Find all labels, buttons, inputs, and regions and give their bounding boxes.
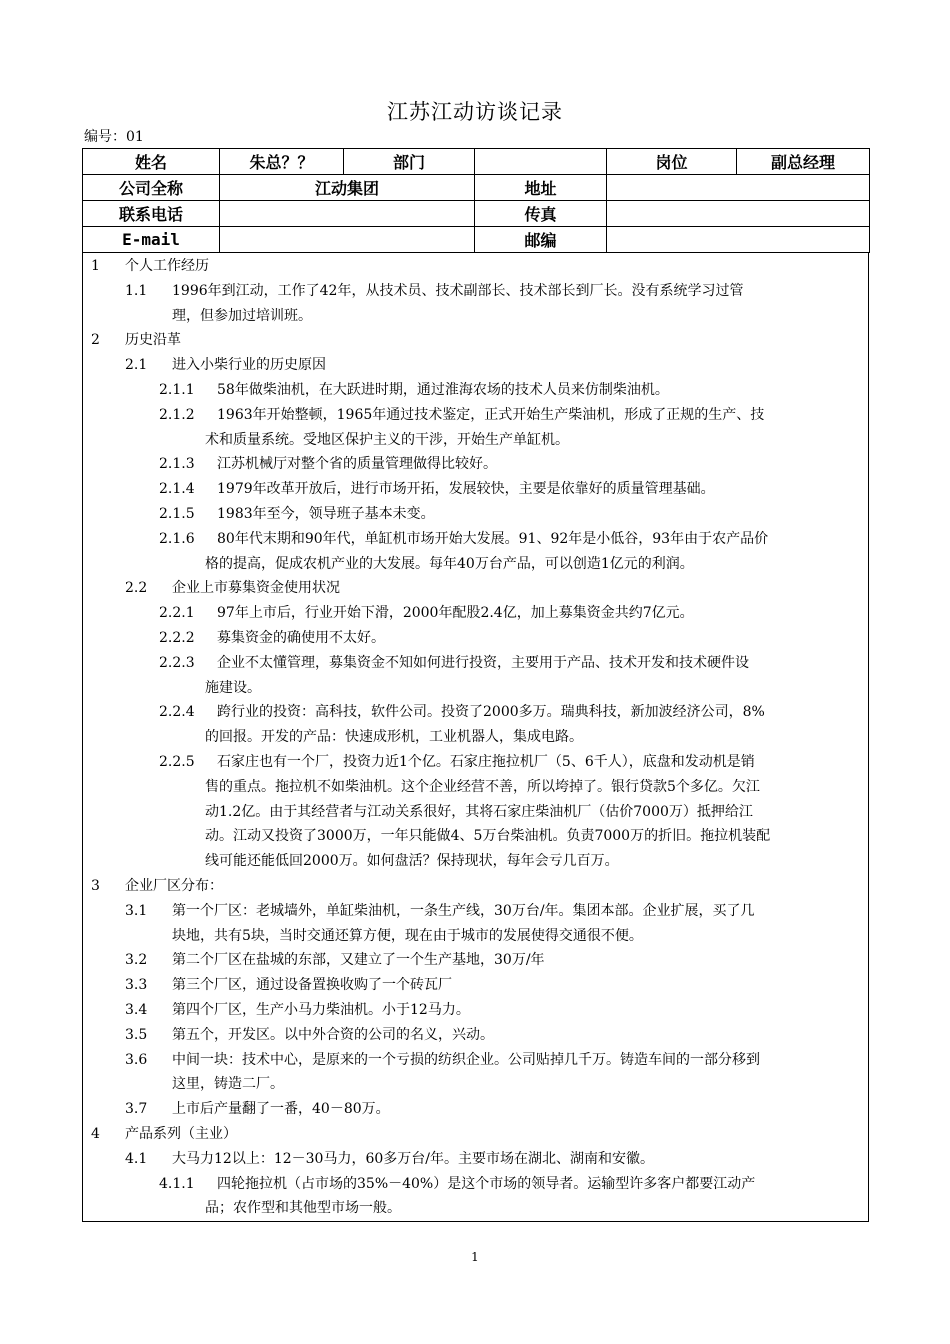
section-number: 2.2 [125, 580, 148, 597]
dept-value [475, 149, 607, 175]
body-line: 这里，铸造二厂。 [172, 1076, 284, 1093]
section-number: 3.5 [125, 1026, 148, 1043]
page-title: 江苏江动访谈记录 [387, 100, 563, 124]
body-line: 售的重点。拖拉机不如柴油机。这个企业经营不善，所以垮掉了。银行贷款5个多亿。欠江 [205, 778, 760, 795]
body-line: 1979年改革开放后，进行市场开拓，发展较快，主要是依靠好的质量管理基础。 [217, 481, 715, 498]
section-number: 3.1 [125, 902, 148, 919]
section-number: 3.2 [125, 952, 148, 969]
body-line: 动1.2亿。由于其经营者与江动关系很好，其将石家庄柴油机厂（估价7000万）抵押给江 [205, 803, 753, 820]
company-label: 公司全称 [83, 175, 220, 201]
section-number: 3.4 [125, 1002, 148, 1018]
body-line: 品；农作型和其他型市场一般。 [205, 1200, 401, 1217]
section-number: 2.1.6 [159, 530, 195, 547]
body-line: 理，但参加过培训班。 [172, 307, 312, 324]
body-line: 1963年开始整顿，1965年通过技术鉴定，正式开始生产柴油机，形成了正规的生产、技 [217, 406, 765, 423]
section-number: 2.1.1 [159, 382, 195, 398]
post-value: 副总经理 [737, 149, 870, 175]
body-line: 第五个，开发区。以中外合资的公司的名义，兴动。 [172, 1026, 494, 1043]
section-number: 2 [91, 332, 100, 349]
body-line: 第四个厂区，生产小马力柴油机。小于12马力。 [172, 1002, 470, 1018]
body-line: 第二个厂区在盐城的东部，又建立了一个生产基地，30万/年 [172, 952, 545, 969]
section-number: 2.1.3 [159, 456, 195, 473]
body-line: 80年代末期和90年代，单缸机市场开始大发展。91、92年是小低谷，93年由于农产品价 [217, 530, 769, 547]
body-line: 中间一块：技术中心，是原来的一个亏损的纺织企业。公司贴掉几千万。铸造车间的一部分移到 [172, 1051, 760, 1068]
email-value [220, 227, 475, 253]
body-line: 施建设。 [205, 679, 261, 696]
body-line: 1996年到江动，工作了42年，从技术员、技术副部长、技术部长到厂长。没有系统学习过管 [172, 282, 744, 299]
section-number: 2.2.5 [159, 754, 195, 770]
post-label: 岗位 [607, 149, 737, 175]
fax-label: 传真 [475, 201, 607, 227]
body-line: 企业厂区分布： [125, 878, 223, 894]
name-value: 朱总？？ [220, 149, 344, 175]
body-line: 大马力12以上：12－30马力，60多万台/年。主要市场在湖北、湖南和安徽。 [172, 1150, 654, 1167]
body-line: 第一个厂区：老城墙外，单缸柴油机，一条生产线，30万台/年。集团本部。企业扩展，买了几 [172, 902, 755, 919]
section-number: 3.3 [125, 977, 148, 994]
body-line: 江苏机械厅对整个省的质量管理做得比较好。 [217, 456, 497, 473]
body-line: 58年做柴油机，在大跃进时期，通过淮海农场的技术人员来仿制柴油机。 [217, 382, 669, 398]
section-number: 2.1.2 [159, 406, 195, 423]
body-line: 格的提高，促成农机产业的大发展。每年40万台产品，可以创造1亿元的利润。 [205, 555, 694, 572]
dept-label: 部门 [344, 149, 475, 175]
section-number: 1.1 [125, 282, 148, 299]
section-number: 2.2.1 [159, 605, 195, 622]
section-number: 2.2.2 [159, 630, 195, 646]
body-line: 进入小柴行业的历史原因 [172, 357, 326, 374]
address-value [607, 175, 870, 201]
page-number: 1 [471, 1250, 479, 1264]
body-line: 术和质量系统。受地区保护主义的干涉，开始生产单缸机。 [205, 431, 569, 448]
body-line: 企业不太懂管理，募集资金不知如何进行投资，主要用于产品、技术开发和技术硬件设 [217, 654, 749, 671]
section-number: 2.2.3 [159, 654, 195, 671]
body-line: 的回报。开发的产品：快速成形机，工业机器人，集成电路。 [205, 729, 583, 746]
body-line: 动。江动又投资了3000万，一年只能做4、5万台柴油机。负责7000万的折旧。拖拉机装配 [205, 828, 771, 845]
address-label: 地址 [475, 175, 607, 201]
section-number: 3.6 [125, 1051, 148, 1068]
section-number: 2.1.4 [159, 481, 195, 498]
body-line: 上市后产量翻了一番，40－80万。 [172, 1101, 390, 1118]
section-number: 4 [91, 1126, 100, 1142]
section-number: 2.2.4 [159, 704, 195, 721]
section-number: 3.7 [125, 1101, 148, 1118]
info-table [82, 148, 870, 253]
section-number: 4.1 [125, 1150, 148, 1167]
zip-label: 邮编 [475, 227, 607, 253]
section-number: 2.1 [125, 357, 148, 374]
section-number: 1 [91, 258, 100, 274]
body-line: 企业上市募集资金使用状况 [172, 580, 340, 597]
phone-value [220, 201, 475, 227]
fax-value [607, 201, 870, 227]
email-label: E-mail [83, 227, 220, 253]
body-line: 募集资金的确使用不太好。 [217, 630, 385, 646]
body-line: 四轮拖拉机（占市场的35%－40%）是这个市场的领导者。运输型许多客户都要江动产 [217, 1175, 756, 1192]
name-label: 姓名 [83, 149, 220, 175]
body-line: 第三个厂区，通过设备置换收购了一个砖瓦厂 [172, 977, 452, 994]
document-number: 编号：01 [84, 129, 144, 145]
body-line: 跨行业的投资：高科技，软件公司。投资了2000多万。瑞典科技，新加波经济公司，8% [217, 704, 765, 721]
body-line: 个人工作经历 [125, 258, 209, 274]
company-value: 江动集团 [220, 175, 475, 201]
body-line: 历史沿革 [125, 332, 181, 349]
body-line: 块地，共有5块，当时交通还算方便，现在由于城市的发展使得交通很不便。 [172, 927, 643, 944]
body-line: 1983年至今，领导班子基本未变。 [217, 506, 435, 522]
body-line: 产品系列（主业） [125, 1126, 237, 1142]
body-line: 石家庄也有一个厂，投资力近1个亿。石家庄拖拉机厂（5、6千人），底盘和发动机是销 [217, 754, 755, 770]
section-number: 4.1.1 [159, 1175, 195, 1192]
zip-value [607, 227, 870, 253]
phone-label: 联系电话 [83, 201, 220, 227]
interview-body [82, 252, 869, 1222]
section-number: 3 [91, 878, 100, 894]
body-line: 97年上市后，行业开始下滑，2000年配股2.4亿，加上募集资金共约7亿元。 [217, 605, 694, 622]
section-number: 2.1.5 [159, 506, 195, 522]
body-line: 线可能还能低回2000万。如何盘活？保持现状，每年会亏几百万。 [205, 853, 619, 870]
